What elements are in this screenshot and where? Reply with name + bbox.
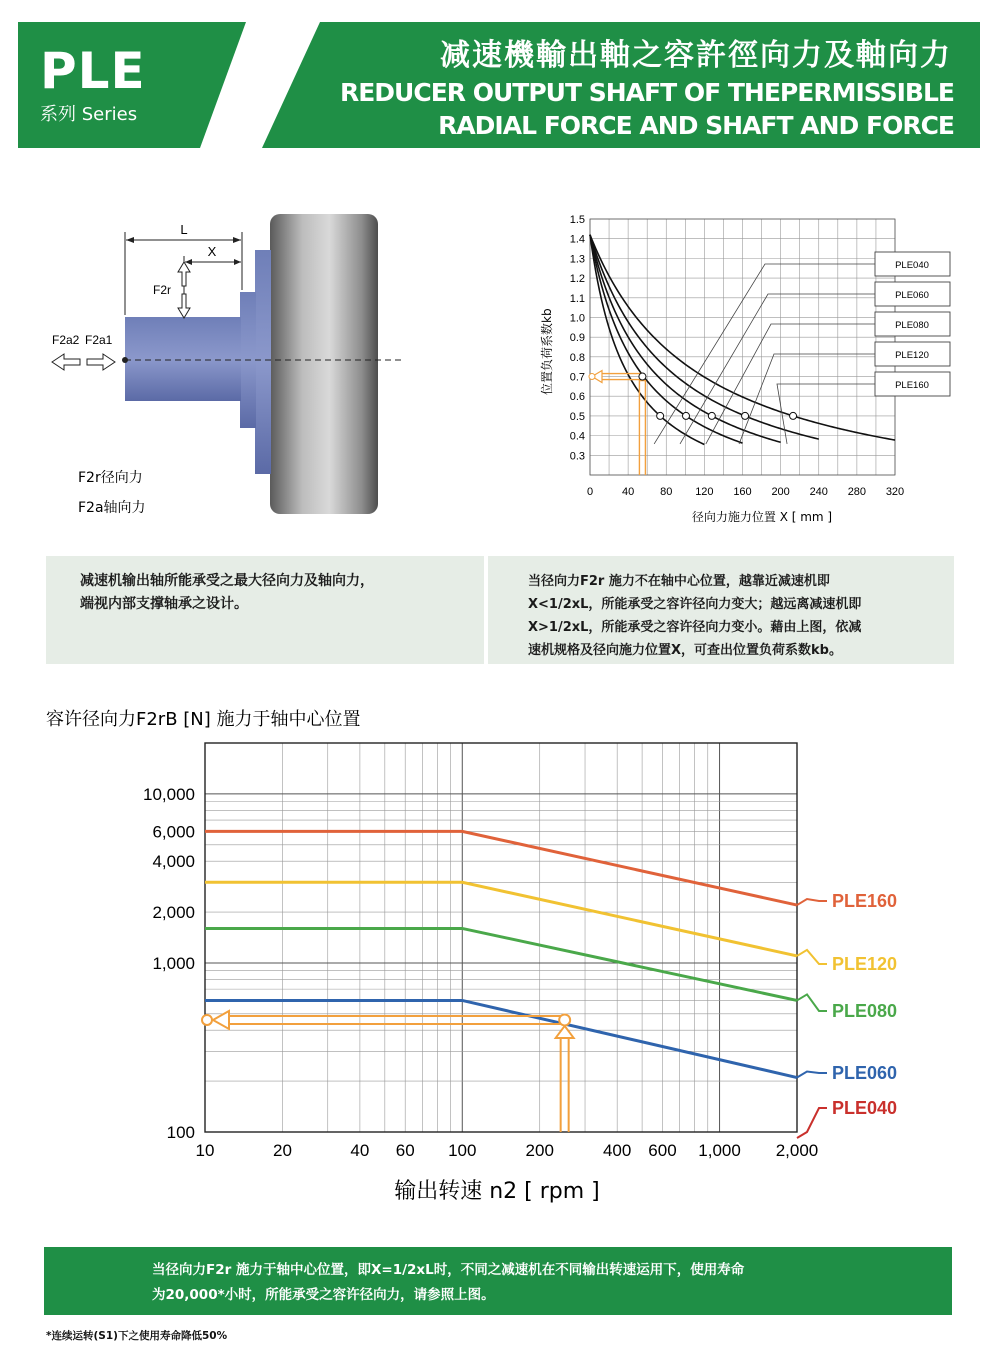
- kb-x-ticks: [587, 486, 904, 498]
- kb-y-tick: 1.2: [569, 273, 585, 286]
- x-tick-label: 2,000: [775, 1141, 819, 1160]
- kb-model-label: PLE060: [895, 290, 929, 301]
- kb-x-tick: 80: [660, 486, 673, 498]
- example-lookup: [202, 1011, 574, 1132]
- kb-model-label: PLE080: [895, 320, 929, 331]
- info-right-text: [528, 570, 861, 662]
- radial-force-chart: [0, 690, 1000, 1220]
- y-tick-label: 1,000: [152, 953, 195, 973]
- kb-y-tick: 0.4: [569, 430, 585, 443]
- example-intersection-point: [559, 1014, 570, 1025]
- kb-y-tick: 0.8: [569, 351, 585, 364]
- kb-model-labels: [654, 252, 950, 444]
- kb-marker: [708, 412, 715, 419]
- example-arrow-head-up: [556, 1026, 574, 1038]
- series-line-ple060: [205, 1000, 797, 1077]
- kb-y-tick: 0.7: [569, 371, 585, 384]
- x-tick-label: 60: [395, 1141, 415, 1160]
- kb-y-tick: 0.3: [569, 450, 585, 463]
- title-en-line1: REDUCER OUTPUT SHAFT OF THEPERMISSIBLE: [339, 78, 954, 107]
- kb-y-tick: 0.5: [569, 410, 585, 423]
- shaft-diagram: [40, 200, 420, 530]
- kb-marker: [657, 412, 664, 419]
- y-tick-label: 100: [166, 1123, 195, 1142]
- kb-marker: [790, 412, 797, 419]
- series-leader-ple060: [797, 1072, 827, 1078]
- dim-X-label: X: [207, 244, 217, 259]
- series-subtitle: 系列 Series: [40, 104, 138, 125]
- example-result-point: [202, 1015, 212, 1025]
- kb-x-tick: 200: [771, 486, 790, 498]
- kb-x-tick: 160: [733, 486, 752, 498]
- info-left-line2: 端视内部支撑轴承之设计。: [80, 596, 248, 612]
- kb-chart: [530, 205, 970, 535]
- series-label-ple040: PLE040: [832, 1098, 898, 1118]
- x-tick-label: 200: [525, 1141, 554, 1160]
- legend-axial: F2a轴向力: [78, 500, 146, 516]
- kb-y-tick: 1.1: [569, 292, 585, 305]
- kb-y-ticks: [570, 214, 585, 462]
- kb-x-tick: 40: [622, 486, 635, 498]
- kb-x-tick: 320: [885, 486, 905, 498]
- footnote: *连续运转(S1)下之使用寿命降低50%: [46, 1330, 228, 1342]
- chart-series: [205, 831, 797, 1077]
- kb-marker: [742, 412, 749, 419]
- kb-x-tick: 240: [809, 486, 828, 498]
- kb-ylabel: 位置负荷系数kb: [540, 308, 554, 395]
- reducer-drum: [270, 214, 378, 514]
- example-vertical-arrow: [561, 1034, 569, 1132]
- page-title-en: [340, 76, 954, 142]
- kb-example-point: [589, 374, 595, 380]
- kb-leader: [680, 294, 875, 444]
- bottom-note-text: [152, 1258, 744, 1308]
- y-tick-label: 10,000: [143, 784, 195, 804]
- y-tick-label: 6,000: [152, 822, 195, 842]
- kb-xlabel: 径向力施力位置 X [ mm ]: [691, 510, 833, 524]
- x-tick-label: 1,000: [698, 1141, 741, 1160]
- axial-force-arrows: [52, 354, 115, 370]
- output-shaft: [125, 317, 241, 401]
- f2a2-label: F2a2: [52, 333, 80, 347]
- series-line-ple160: [205, 831, 797, 905]
- kb-leader: [739, 354, 875, 444]
- series-label-ple120: PLE120: [832, 954, 898, 974]
- kb-curves: [589, 235, 895, 475]
- series-leader-ple040: [797, 1108, 827, 1138]
- kb-x-tick: 120: [695, 486, 714, 498]
- x-tick-labels: [196, 1141, 819, 1160]
- info-left-text: [80, 570, 374, 616]
- kb-grid: [590, 219, 895, 475]
- series-label-ple160: PLE160: [832, 891, 898, 911]
- info-left-line1: 减速机输出轴所能承受之最大径向力及轴向力，: [80, 573, 374, 589]
- y-tick-labels: [143, 785, 195, 1142]
- info-right-line3: X>1/2xL，所能承受之容许径向力变小。藉由上图，依减: [528, 620, 862, 635]
- series-label-ple080: PLE080: [832, 1001, 898, 1021]
- bottom-note-line2: 为20,000*小时，所能承受之容许径向力，请参照上图。: [152, 1287, 495, 1303]
- title-en-line2: RADIAL FORCE AND SHAFT AND FORCE: [438, 111, 954, 140]
- kb-y-tick: 1.0: [569, 312, 585, 325]
- legend-radial: F2r径向力: [78, 470, 143, 486]
- f2a1-label: F2a1: [85, 333, 113, 347]
- info-right-line4: 速机规格及径向施力位置X，可查出位置负荷系数kb。: [528, 643, 842, 658]
- kb-model-label: PLE160: [895, 380, 929, 391]
- kb-y-tick: 1.5: [569, 214, 585, 226]
- kb-y-tick: 0.9: [569, 332, 585, 345]
- kb-marker: [682, 412, 689, 419]
- series-leader-ple120: [797, 950, 827, 964]
- chart-xlabel: 输出转速 n2 [ rpm ]: [394, 1179, 600, 1204]
- x-tick-label: 400: [602, 1141, 632, 1160]
- x-tick-label: 40: [350, 1141, 370, 1160]
- series-leader-ple080: [797, 994, 827, 1011]
- f2r-label: F2r: [153, 283, 171, 297]
- kb-y-tick: 1.4: [569, 233, 585, 246]
- kb-example-marker: [639, 373, 646, 380]
- bottom-note-line1: 当径向力F2r 施力于轴中心位置，即X=1/2xL时，不同之减速机在不同输出转速运用下，使用寿命: [152, 1262, 745, 1278]
- x-tick-label: 20: [272, 1141, 292, 1160]
- page-title-zh: 减速機輸出軸之容許徑向力及軸向力: [440, 38, 952, 73]
- kb-y-tick: 0.6: [569, 391, 585, 404]
- series-name: PLE: [40, 42, 146, 100]
- kb-x-tick: 280: [847, 486, 867, 498]
- series-line-ple120: [205, 882, 797, 956]
- kb-y-tick: 1.3: [569, 253, 585, 266]
- dim-L-label: L: [180, 222, 188, 237]
- series-leader-ple160: [797, 899, 827, 905]
- series-label-ple060: PLE060: [832, 1063, 898, 1083]
- example-horizontal-arrow: [227, 1016, 565, 1024]
- y-tick-label: 4,000: [152, 852, 195, 872]
- info-right-line2: X<1/2xL，所能承受之容许径向力变大；越远离减速机即: [528, 597, 862, 612]
- kb-x-tick: 0: [586, 486, 594, 498]
- kb-model-label: PLE120: [895, 350, 929, 361]
- reducer-flange: [255, 250, 271, 474]
- chart-title: 容许径向力F2rB [N] 施力于轴中心位置: [46, 709, 361, 730]
- series-labels: [797, 891, 897, 1138]
- x-tick-label: 10: [195, 1141, 215, 1160]
- kb-model-label: PLE040: [895, 260, 929, 271]
- info-right-line1: 当径向力F2r 施力不在轴中心位置，越靠近减速机即: [528, 574, 830, 589]
- y-tick-label: 2,000: [152, 903, 195, 923]
- series-line-ple080: [205, 928, 797, 1000]
- x-tick-label: 100: [448, 1141, 477, 1160]
- x-tick-label: 600: [648, 1141, 677, 1160]
